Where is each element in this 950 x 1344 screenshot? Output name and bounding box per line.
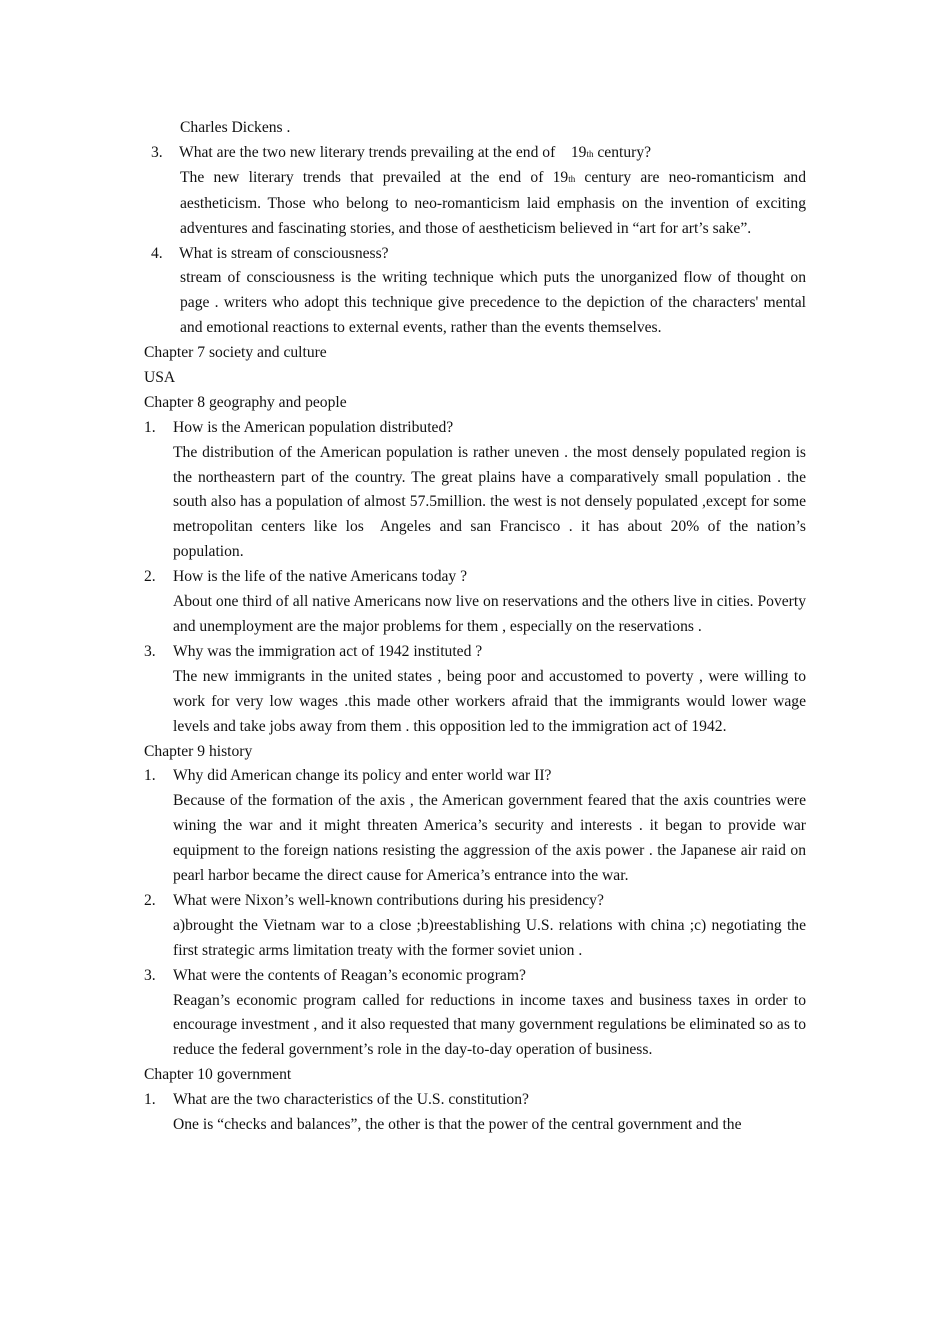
question-number: 2. <box>144 891 156 909</box>
question-number: 3. <box>144 966 156 984</box>
answer-text <box>180 166 806 242</box>
answer-text: Because of the formation of the axis , the American government feared that the axis countries were wining the war and it might threaten America’s security and interests . it began to provide war equipment to the foreign nations resisting the aggression of the axis power . the Japanese air raid on pearl harbor became the direct cause for America’s entrance into the war. <box>173 792 806 885</box>
answer-text: a)brought the Vietnam war to a close ;b)reestablishing U.S. relations with china ;c) negotiating the first strategic arms limitation treaty with the former soviet union . <box>173 916 806 959</box>
answer-text-part: The new literary trends that prevailed at the end of 19 <box>180 168 569 186</box>
question-number: 1. <box>144 418 156 436</box>
answer-text-part: century are neo-romanticism and aestheticism. Those who belong to neo-romanticism laid emphasis on the invention of exciting adventures and fascinating stories, and those of aestheticism believed in “art for art’s sake”. <box>180 168 806 237</box>
document-page <box>0 116 950 1138</box>
continuation-text: Charles Dickens . <box>180 119 291 136</box>
chapter-heading: Chapter 9 history <box>144 742 253 760</box>
question-number: 4. <box>151 244 163 262</box>
answer-text: The distribution of the American population is rather uneven . the most densely populated region is the northeastern part of the country. The great plains have a comparatively small population . the south also has a population of almost 57.5million. the west is not densely populated ,except for some metropolitan centers like los Angeles and san Francisco . it has about 20% of the nation’s population. <box>173 443 810 561</box>
question-item <box>0 889 950 914</box>
question-item <box>0 565 950 590</box>
chapter-heading: Chapter 7 society and culture <box>144 344 327 362</box>
question-text: Why was the immigration act of 1942 instituted ? <box>173 642 483 660</box>
question-item <box>0 964 950 989</box>
question-text: How is the life of the native Americans today ? <box>173 568 468 586</box>
chapter-heading: Chapter 10 government <box>144 1066 292 1084</box>
answer-text: One is “checks and balances”, the other is that the power of the central government and the <box>173 1116 742 1134</box>
question-item <box>0 141 950 166</box>
question-number: 2. <box>144 568 156 586</box>
question-text: What are the two characteristics of the U.S. constitution? <box>173 1091 529 1109</box>
question-item <box>0 764 950 789</box>
answer-text: Reagan’s economic program called for reductions in income taxes and business taxes in order to encourage investment , and it also requested that many government regulations be eliminated so as to reduce the federal government’s role in the day-to-day operation of business. <box>173 991 806 1059</box>
question-text: What were Nixon’s well-known contributions during his presidency? <box>173 891 604 909</box>
question-text: Why did American change its policy and enter world war II? <box>173 767 552 785</box>
superscript: th <box>586 148 594 159</box>
question-number: 1. <box>144 767 156 785</box>
question-text <box>0 144 651 161</box>
question-text-part: century? <box>593 143 652 161</box>
question-item <box>0 1088 950 1113</box>
question-text: How is the American population distributed? <box>173 418 454 436</box>
question-number: 3. <box>151 143 163 161</box>
answer-text: About one third of all native Americans now live on reservations and the others live in cities. Poverty and unemployment are the major problems for them , especially on the reservations . <box>173 593 806 635</box>
chapter-heading: Chapter 8 geography and people <box>144 393 347 411</box>
question-item <box>0 640 950 665</box>
question-text-part: What are the two new literary trends prevailing at the end of 19 <box>179 143 587 161</box>
question-item <box>0 242 950 267</box>
question-text: What were the contents of Reagan’s economic program? <box>173 966 526 984</box>
question-number: 1. <box>144 1091 156 1109</box>
answer-text: stream of consciousness is the writing technique which puts the unorganized flow of thought on page . writers who adopt this technique give precedence to the depiction of the characters' mental and emotional reactions to external events, rather than the events themselves. <box>180 269 806 337</box>
section-heading: USA <box>144 369 176 386</box>
superscript: th <box>568 173 576 184</box>
question-number: 3. <box>144 642 156 660</box>
question-text: What is stream of consciousness? <box>179 244 389 262</box>
answer-text: The new immigrants in the united states , being poor and accustomed to poverty , were willing to work for very low wages .this made other workers afraid that the immigrants would lower wage levels and take jobs away from them . this opposition led to the immigration act of 1942. <box>173 667 806 735</box>
question-item <box>0 416 950 441</box>
